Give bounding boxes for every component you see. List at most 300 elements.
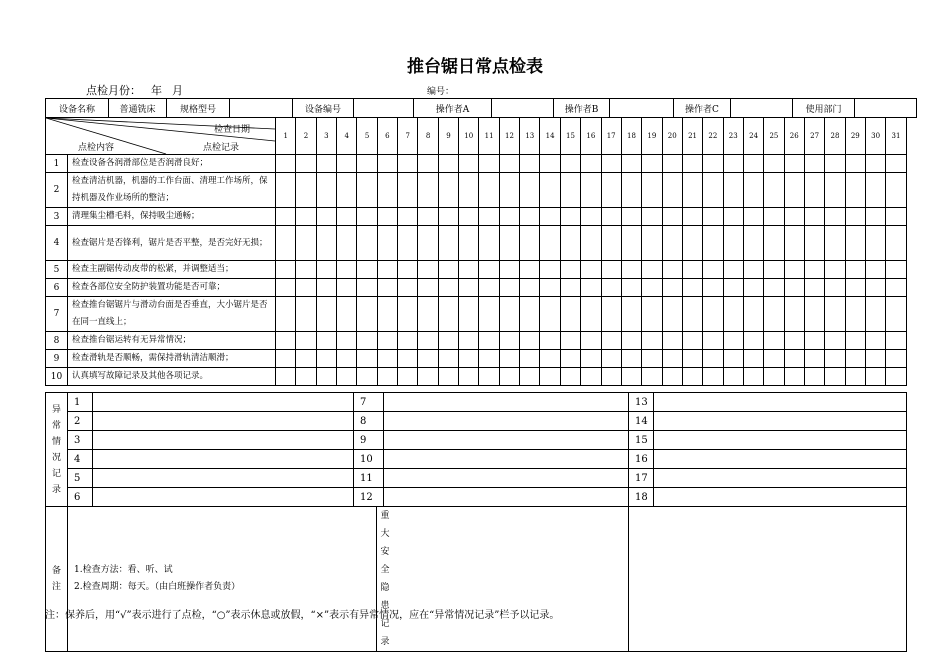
check-cell[interactable] bbox=[479, 155, 499, 173]
check-cell[interactable] bbox=[703, 261, 723, 279]
check-cell[interactable] bbox=[825, 155, 845, 173]
check-cell[interactable] bbox=[479, 226, 499, 261]
check-cell[interactable] bbox=[398, 208, 418, 226]
check-cell[interactable] bbox=[723, 261, 743, 279]
check-cell[interactable] bbox=[398, 261, 418, 279]
check-cell[interactable] bbox=[337, 173, 357, 208]
check-cell[interactable] bbox=[723, 155, 743, 173]
check-cell[interactable] bbox=[357, 297, 377, 332]
check-cell[interactable] bbox=[418, 279, 438, 297]
check-cell[interactable] bbox=[662, 261, 682, 279]
check-cell[interactable] bbox=[479, 261, 499, 279]
check-cell[interactable] bbox=[865, 350, 885, 368]
check-cell[interactable] bbox=[703, 297, 723, 332]
check-cell[interactable] bbox=[276, 332, 296, 350]
check-cell[interactable] bbox=[886, 173, 906, 208]
check-cell[interactable] bbox=[560, 279, 580, 297]
abnormal-record-field[interactable] bbox=[384, 488, 629, 507]
check-cell[interactable] bbox=[601, 332, 621, 350]
check-cell[interactable] bbox=[581, 279, 601, 297]
check-cell[interactable] bbox=[459, 332, 479, 350]
check-cell[interactable] bbox=[845, 261, 865, 279]
check-cell[interactable] bbox=[865, 173, 885, 208]
check-cell[interactable] bbox=[418, 173, 438, 208]
check-cell[interactable] bbox=[865, 226, 885, 261]
check-cell[interactable] bbox=[418, 226, 438, 261]
check-cell[interactable] bbox=[377, 297, 397, 332]
check-cell[interactable] bbox=[764, 226, 784, 261]
check-cell[interactable] bbox=[764, 173, 784, 208]
check-cell[interactable] bbox=[499, 368, 519, 386]
check-cell[interactable] bbox=[398, 173, 418, 208]
check-cell[interactable] bbox=[459, 173, 479, 208]
check-cell[interactable] bbox=[520, 368, 540, 386]
check-cell[interactable] bbox=[520, 208, 540, 226]
check-cell[interactable] bbox=[723, 208, 743, 226]
abnormal-record-field[interactable] bbox=[93, 393, 354, 412]
check-cell[interactable] bbox=[723, 332, 743, 350]
check-cell[interactable] bbox=[886, 368, 906, 386]
check-cell[interactable] bbox=[316, 173, 336, 208]
check-cell[interactable] bbox=[825, 368, 845, 386]
abnormal-record-field[interactable] bbox=[93, 431, 354, 450]
abnormal-record-field[interactable] bbox=[384, 412, 629, 431]
check-cell[interactable] bbox=[337, 155, 357, 173]
check-cell[interactable] bbox=[276, 226, 296, 261]
check-cell[interactable] bbox=[479, 173, 499, 208]
abnormal-record-field[interactable] bbox=[384, 393, 629, 412]
check-cell[interactable] bbox=[743, 226, 763, 261]
check-cell[interactable] bbox=[520, 332, 540, 350]
check-cell[interactable] bbox=[418, 332, 438, 350]
check-cell[interactable] bbox=[499, 297, 519, 332]
check-cell[interactable] bbox=[601, 350, 621, 368]
check-cell[interactable] bbox=[662, 226, 682, 261]
check-cell[interactable] bbox=[316, 297, 336, 332]
check-cell[interactable] bbox=[621, 173, 641, 208]
check-cell[interactable] bbox=[865, 332, 885, 350]
check-cell[interactable] bbox=[479, 297, 499, 332]
abnormal-record-field[interactable] bbox=[654, 450, 907, 469]
abnormal-record-field[interactable] bbox=[654, 469, 907, 488]
check-cell[interactable] bbox=[316, 155, 336, 173]
check-cell[interactable] bbox=[316, 332, 336, 350]
check-cell[interactable] bbox=[357, 261, 377, 279]
check-cell[interactable] bbox=[520, 155, 540, 173]
check-cell[interactable] bbox=[723, 226, 743, 261]
check-cell[interactable] bbox=[540, 368, 560, 386]
check-cell[interactable] bbox=[804, 350, 824, 368]
check-cell[interactable] bbox=[316, 208, 336, 226]
check-cell[interactable] bbox=[804, 297, 824, 332]
check-cell[interactable] bbox=[560, 173, 580, 208]
check-cell[interactable] bbox=[743, 155, 763, 173]
check-cell[interactable] bbox=[337, 368, 357, 386]
check-cell[interactable] bbox=[418, 208, 438, 226]
check-cell[interactable] bbox=[784, 368, 804, 386]
check-cell[interactable] bbox=[276, 350, 296, 368]
check-cell[interactable] bbox=[601, 368, 621, 386]
check-cell[interactable] bbox=[377, 173, 397, 208]
check-cell[interactable] bbox=[642, 261, 662, 279]
abnormal-record-field[interactable] bbox=[93, 412, 354, 431]
check-cell[interactable] bbox=[337, 208, 357, 226]
check-cell[interactable] bbox=[642, 226, 662, 261]
check-cell[interactable] bbox=[296, 297, 316, 332]
check-cell[interactable] bbox=[621, 208, 641, 226]
check-cell[interactable] bbox=[418, 368, 438, 386]
check-cell[interactable] bbox=[682, 279, 702, 297]
check-cell[interactable] bbox=[865, 297, 885, 332]
abnormal-record-field[interactable] bbox=[654, 393, 907, 412]
abnormal-record-field[interactable] bbox=[384, 431, 629, 450]
check-cell[interactable] bbox=[357, 332, 377, 350]
check-cell[interactable] bbox=[438, 350, 458, 368]
check-cell[interactable] bbox=[438, 261, 458, 279]
check-cell[interactable] bbox=[581, 155, 601, 173]
check-cell[interactable] bbox=[581, 173, 601, 208]
check-cell[interactable] bbox=[479, 279, 499, 297]
check-cell[interactable] bbox=[581, 332, 601, 350]
check-cell[interactable] bbox=[784, 155, 804, 173]
check-cell[interactable] bbox=[642, 208, 662, 226]
check-cell[interactable] bbox=[662, 297, 682, 332]
check-cell[interactable] bbox=[682, 208, 702, 226]
check-cell[interactable] bbox=[357, 368, 377, 386]
check-cell[interactable] bbox=[886, 261, 906, 279]
check-cell[interactable] bbox=[438, 297, 458, 332]
check-cell[interactable] bbox=[560, 226, 580, 261]
check-cell[interactable] bbox=[886, 279, 906, 297]
check-cell[interactable] bbox=[723, 279, 743, 297]
check-cell[interactable] bbox=[804, 279, 824, 297]
check-cell[interactable] bbox=[682, 332, 702, 350]
operator-c-value[interactable] bbox=[731, 99, 793, 118]
check-cell[interactable] bbox=[296, 279, 316, 297]
check-cell[interactable] bbox=[540, 350, 560, 368]
check-cell[interactable] bbox=[804, 155, 824, 173]
check-cell[interactable] bbox=[459, 368, 479, 386]
check-cell[interactable] bbox=[845, 350, 865, 368]
check-cell[interactable] bbox=[337, 279, 357, 297]
check-cell[interactable] bbox=[520, 350, 540, 368]
abnormal-record-field[interactable] bbox=[384, 469, 629, 488]
check-cell[interactable] bbox=[499, 155, 519, 173]
check-cell[interactable] bbox=[764, 332, 784, 350]
check-cell[interactable] bbox=[337, 297, 357, 332]
check-cell[interactable] bbox=[804, 173, 824, 208]
check-cell[interactable] bbox=[540, 332, 560, 350]
check-cell[interactable] bbox=[520, 173, 540, 208]
check-cell[interactable] bbox=[845, 368, 865, 386]
check-cell[interactable] bbox=[621, 155, 641, 173]
check-cell[interactable] bbox=[886, 155, 906, 173]
check-cell[interactable] bbox=[662, 173, 682, 208]
check-cell[interactable] bbox=[886, 332, 906, 350]
check-cell[interactable] bbox=[723, 368, 743, 386]
check-cell[interactable] bbox=[560, 155, 580, 173]
check-cell[interactable] bbox=[560, 332, 580, 350]
check-cell[interactable] bbox=[804, 261, 824, 279]
check-cell[interactable] bbox=[621, 297, 641, 332]
check-cell[interactable] bbox=[459, 155, 479, 173]
check-cell[interactable] bbox=[784, 350, 804, 368]
check-cell[interactable] bbox=[296, 368, 316, 386]
abnormal-record-field[interactable] bbox=[384, 450, 629, 469]
check-cell[interactable] bbox=[276, 173, 296, 208]
check-cell[interactable] bbox=[581, 261, 601, 279]
check-cell[interactable] bbox=[825, 208, 845, 226]
check-cell[interactable] bbox=[540, 208, 560, 226]
check-cell[interactable] bbox=[337, 226, 357, 261]
check-cell[interactable] bbox=[520, 261, 540, 279]
check-cell[interactable] bbox=[520, 279, 540, 297]
check-cell[interactable] bbox=[296, 350, 316, 368]
check-cell[interactable] bbox=[316, 350, 336, 368]
check-cell[interactable] bbox=[682, 297, 702, 332]
check-cell[interactable] bbox=[540, 173, 560, 208]
check-cell[interactable] bbox=[581, 350, 601, 368]
check-cell[interactable] bbox=[459, 226, 479, 261]
check-cell[interactable] bbox=[560, 368, 580, 386]
check-cell[interactable] bbox=[845, 208, 865, 226]
check-cell[interactable] bbox=[377, 155, 397, 173]
check-cell[interactable] bbox=[825, 226, 845, 261]
check-cell[interactable] bbox=[682, 226, 702, 261]
check-cell[interactable] bbox=[540, 155, 560, 173]
check-cell[interactable] bbox=[723, 173, 743, 208]
check-cell[interactable] bbox=[316, 226, 336, 261]
check-cell[interactable] bbox=[316, 279, 336, 297]
check-cell[interactable] bbox=[459, 261, 479, 279]
model-value[interactable] bbox=[230, 99, 293, 118]
check-cell[interactable] bbox=[825, 332, 845, 350]
check-cell[interactable] bbox=[459, 208, 479, 226]
check-cell[interactable] bbox=[337, 332, 357, 350]
check-cell[interactable] bbox=[337, 350, 357, 368]
check-cell[interactable] bbox=[621, 261, 641, 279]
check-cell[interactable] bbox=[865, 208, 885, 226]
check-cell[interactable] bbox=[662, 279, 682, 297]
check-cell[interactable] bbox=[642, 279, 662, 297]
check-cell[interactable] bbox=[764, 279, 784, 297]
check-cell[interactable] bbox=[418, 261, 438, 279]
check-cell[interactable] bbox=[357, 208, 377, 226]
check-cell[interactable] bbox=[845, 279, 865, 297]
check-cell[interactable] bbox=[296, 155, 316, 173]
check-cell[interactable] bbox=[743, 173, 763, 208]
check-cell[interactable] bbox=[540, 226, 560, 261]
check-cell[interactable] bbox=[845, 173, 865, 208]
check-cell[interactable] bbox=[682, 368, 702, 386]
check-cell[interactable] bbox=[398, 332, 418, 350]
check-cell[interactable] bbox=[377, 261, 397, 279]
check-cell[interactable] bbox=[459, 297, 479, 332]
check-cell[interactable] bbox=[764, 297, 784, 332]
check-cell[interactable] bbox=[682, 350, 702, 368]
check-cell[interactable] bbox=[377, 332, 397, 350]
operator-b-value[interactable] bbox=[610, 99, 674, 118]
check-cell[interactable] bbox=[642, 332, 662, 350]
check-cell[interactable] bbox=[601, 279, 621, 297]
check-cell[interactable] bbox=[276, 208, 296, 226]
check-cell[interactable] bbox=[601, 226, 621, 261]
check-cell[interactable] bbox=[825, 279, 845, 297]
check-cell[interactable] bbox=[642, 297, 662, 332]
check-cell[interactable] bbox=[743, 208, 763, 226]
check-cell[interactable] bbox=[377, 368, 397, 386]
check-cell[interactable] bbox=[296, 261, 316, 279]
check-cell[interactable] bbox=[642, 155, 662, 173]
check-cell[interactable] bbox=[520, 226, 540, 261]
abnormal-record-field[interactable] bbox=[93, 450, 354, 469]
check-cell[interactable] bbox=[662, 332, 682, 350]
check-cell[interactable] bbox=[357, 226, 377, 261]
check-cell[interactable] bbox=[438, 155, 458, 173]
check-cell[interactable] bbox=[337, 261, 357, 279]
check-cell[interactable] bbox=[682, 173, 702, 208]
hazard-record-value[interactable] bbox=[629, 507, 907, 652]
check-cell[interactable] bbox=[479, 208, 499, 226]
check-cell[interactable] bbox=[438, 226, 458, 261]
check-cell[interactable] bbox=[499, 350, 519, 368]
check-cell[interactable] bbox=[662, 368, 682, 386]
check-cell[interactable] bbox=[865, 261, 885, 279]
check-cell[interactable] bbox=[784, 332, 804, 350]
check-cell[interactable] bbox=[703, 279, 723, 297]
check-cell[interactable] bbox=[825, 297, 845, 332]
check-cell[interactable] bbox=[438, 208, 458, 226]
check-cell[interactable] bbox=[703, 368, 723, 386]
check-cell[interactable] bbox=[398, 279, 418, 297]
check-cell[interactable] bbox=[560, 350, 580, 368]
check-cell[interactable] bbox=[560, 297, 580, 332]
check-cell[interactable] bbox=[764, 208, 784, 226]
check-cell[interactable] bbox=[601, 173, 621, 208]
check-cell[interactable] bbox=[601, 208, 621, 226]
check-cell[interactable] bbox=[296, 332, 316, 350]
check-cell[interactable] bbox=[703, 226, 723, 261]
check-cell[interactable] bbox=[743, 368, 763, 386]
check-cell[interactable] bbox=[438, 173, 458, 208]
check-cell[interactable] bbox=[377, 208, 397, 226]
equip-no-value[interactable] bbox=[354, 99, 414, 118]
check-cell[interactable] bbox=[662, 155, 682, 173]
check-cell[interactable] bbox=[825, 261, 845, 279]
check-cell[interactable] bbox=[316, 368, 336, 386]
check-cell[interactable] bbox=[703, 350, 723, 368]
check-cell[interactable] bbox=[886, 297, 906, 332]
check-cell[interactable] bbox=[804, 226, 824, 261]
check-cell[interactable] bbox=[499, 261, 519, 279]
check-cell[interactable] bbox=[723, 297, 743, 332]
check-cell[interactable] bbox=[784, 279, 804, 297]
check-cell[interactable] bbox=[377, 350, 397, 368]
check-cell[interactable] bbox=[418, 350, 438, 368]
check-cell[interactable] bbox=[703, 332, 723, 350]
check-cell[interactable] bbox=[377, 279, 397, 297]
check-cell[interactable] bbox=[682, 261, 702, 279]
abnormal-record-field[interactable] bbox=[654, 488, 907, 507]
check-cell[interactable] bbox=[581, 208, 601, 226]
check-cell[interactable] bbox=[621, 226, 641, 261]
check-cell[interactable] bbox=[499, 226, 519, 261]
check-cell[interactable] bbox=[601, 155, 621, 173]
check-cell[interactable] bbox=[459, 350, 479, 368]
check-cell[interactable] bbox=[743, 350, 763, 368]
check-cell[interactable] bbox=[479, 332, 499, 350]
check-cell[interactable] bbox=[540, 297, 560, 332]
check-cell[interactable] bbox=[865, 155, 885, 173]
check-cell[interactable] bbox=[845, 332, 865, 350]
check-cell[interactable] bbox=[804, 208, 824, 226]
check-cell[interactable] bbox=[703, 155, 723, 173]
check-cell[interactable] bbox=[601, 297, 621, 332]
operator-a-value[interactable] bbox=[492, 99, 554, 118]
check-cell[interactable] bbox=[296, 208, 316, 226]
check-cell[interactable] bbox=[784, 297, 804, 332]
check-cell[interactable] bbox=[357, 155, 377, 173]
check-cell[interactable] bbox=[784, 261, 804, 279]
check-cell[interactable] bbox=[398, 297, 418, 332]
check-cell[interactable] bbox=[682, 155, 702, 173]
check-cell[interactable] bbox=[865, 368, 885, 386]
check-cell[interactable] bbox=[886, 208, 906, 226]
check-cell[interactable] bbox=[804, 332, 824, 350]
check-cell[interactable] bbox=[276, 279, 296, 297]
check-cell[interactable] bbox=[398, 155, 418, 173]
check-cell[interactable] bbox=[804, 368, 824, 386]
check-cell[interactable] bbox=[479, 368, 499, 386]
check-cell[interactable] bbox=[845, 297, 865, 332]
check-cell[interactable] bbox=[743, 332, 763, 350]
check-cell[interactable] bbox=[703, 208, 723, 226]
check-cell[interactable] bbox=[276, 261, 296, 279]
check-cell[interactable] bbox=[438, 332, 458, 350]
check-cell[interactable] bbox=[540, 279, 560, 297]
check-cell[interactable] bbox=[581, 226, 601, 261]
check-cell[interactable] bbox=[520, 297, 540, 332]
check-cell[interactable] bbox=[438, 279, 458, 297]
check-cell[interactable] bbox=[540, 261, 560, 279]
check-cell[interactable] bbox=[825, 350, 845, 368]
check-cell[interactable] bbox=[398, 368, 418, 386]
check-cell[interactable] bbox=[764, 350, 784, 368]
check-cell[interactable] bbox=[764, 155, 784, 173]
check-cell[interactable] bbox=[377, 226, 397, 261]
abnormal-record-field[interactable] bbox=[93, 469, 354, 488]
check-cell[interactable] bbox=[784, 173, 804, 208]
check-cell[interactable] bbox=[316, 261, 336, 279]
check-cell[interactable] bbox=[621, 350, 641, 368]
abnormal-record-field[interactable] bbox=[654, 431, 907, 450]
check-cell[interactable] bbox=[479, 350, 499, 368]
check-cell[interactable] bbox=[723, 350, 743, 368]
check-cell[interactable] bbox=[357, 173, 377, 208]
check-cell[interactable] bbox=[784, 226, 804, 261]
check-cell[interactable] bbox=[560, 208, 580, 226]
check-cell[interactable] bbox=[825, 173, 845, 208]
abnormal-record-field[interactable] bbox=[654, 412, 907, 431]
dept-value[interactable] bbox=[855, 99, 917, 118]
check-cell[interactable] bbox=[296, 226, 316, 261]
check-cell[interactable] bbox=[886, 226, 906, 261]
check-cell[interactable] bbox=[703, 173, 723, 208]
check-cell[interactable] bbox=[865, 279, 885, 297]
check-cell[interactable] bbox=[764, 368, 784, 386]
check-cell[interactable] bbox=[560, 261, 580, 279]
check-cell[interactable] bbox=[398, 226, 418, 261]
